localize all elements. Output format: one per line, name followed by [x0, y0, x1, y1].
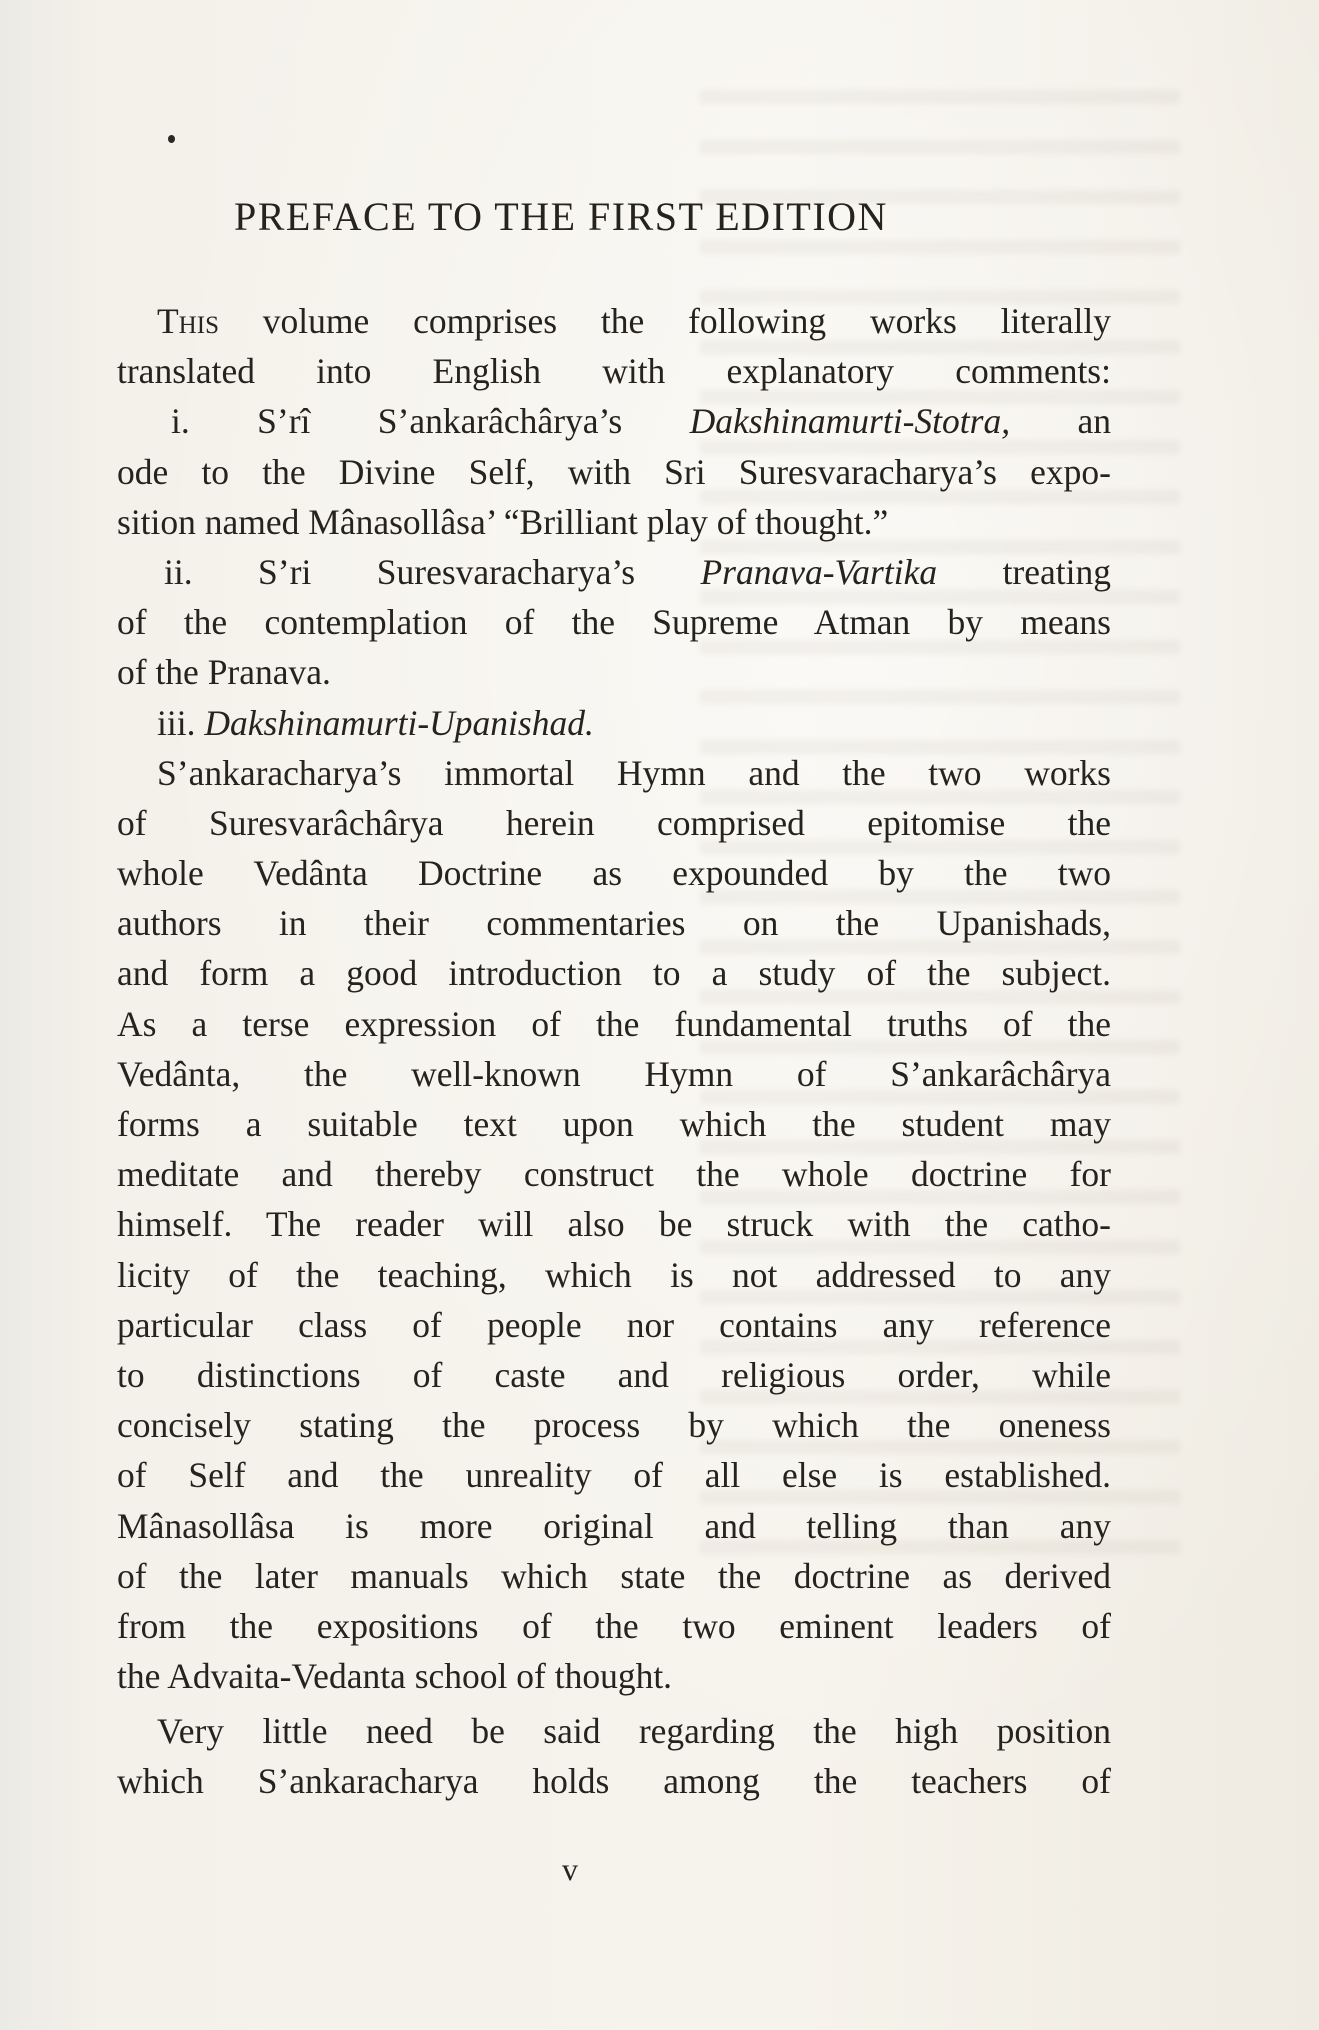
paragraph-line: licity of the teaching, which is not addressed to any [117, 1254, 1111, 1295]
page-number: v [562, 1851, 578, 1887]
paragraph-line: of Self and the unreality of all else is established. [117, 1455, 1111, 1496]
paragraph-line: authors in their commentaries on the Upanishads, [117, 903, 1111, 944]
paragraph-line: and form a good introduction to a study of the subject. [117, 953, 1111, 994]
list-item-i-line: sition named Mânasollâsa’ “Brilliant play of thought.” [117, 501, 889, 542]
paragraph-line: particular class of people nor contains any reference [117, 1304, 1111, 1345]
list-item-ii-line: of the contemplation of the Supreme Atman by means [117, 602, 1111, 643]
paragraph-line: the Advaita-Vedanta school of thought. [117, 1656, 673, 1697]
lead-word: This [157, 301, 219, 341]
paragraph-line: of Suresvarâchârya herein comprised epitomise the [117, 802, 1111, 843]
paragraph-line: Very little need be said regarding the high position [157, 1711, 1111, 1752]
page-title: PREFACE TO THE FIRST EDITION [234, 194, 888, 239]
paragraph-line: himself. The reader will also be struck with the catho- [117, 1204, 1111, 1245]
paragraph-line: meditate and thereby construct the whole doctrine for [117, 1154, 1111, 1195]
work-title: Dakshinamurti-Upanishad. [204, 702, 594, 743]
paragraph-line: Vedânta, the well-known Hymn of S’ankarâchârya [117, 1053, 1111, 1094]
paragraph-line: of the later manuals which state the doctrine as derived [117, 1555, 1111, 1596]
list-item-i: i. S’rî S’ankarâchârya’s Dakshinamurti-Stotra, an [171, 401, 1111, 442]
paragraph-line: whole Vedânta Doctrine as expounded by the two [117, 853, 1111, 894]
paragraph-line: which S’ankaracharya holds among the teachers of [117, 1761, 1111, 1802]
paragraph-line: Mânasollâsa is more original and telling than any [117, 1505, 1111, 1546]
paragraph-line: from the expositions of the two eminent leaders of [117, 1605, 1111, 1646]
list-item-i-line: ode to the Divine Self, with Sri Suresvaracharya’s expo- [117, 451, 1111, 492]
paragraph-line: S’ankaracharya’s immortal Hymn and the two works [157, 752, 1111, 793]
ink-speck [168, 135, 175, 143]
paragraph-line: to distinctions of caste and religious order, while [117, 1354, 1111, 1395]
list-item-ii-line: of the Pranava. [117, 652, 331, 693]
paragraph-line: forms a suitable text upon which the student may [117, 1104, 1111, 1144]
list-item-ii: ii. S’ri Suresvaracharya’s Pranava-Vartika treating [164, 551, 1111, 592]
list-item-iii: iii. Dakshinamurti-Upanishad. [157, 702, 594, 743]
paragraph-line: translated into English with explanatory comments: [117, 351, 1111, 392]
preface-body [117, 296, 1111, 1807]
paragraph-line: concisely stating the process by which the oneness [117, 1405, 1111, 1446]
paragraph-line: As a terse expression of the fundamental truths of the [117, 1003, 1111, 1044]
work-title: Dakshinamurti-Stotra, [689, 401, 1011, 442]
paragraph-line: This volume comprises the following works literally [157, 301, 1111, 341]
work-title: Pranava-Vartika [700, 551, 938, 592]
